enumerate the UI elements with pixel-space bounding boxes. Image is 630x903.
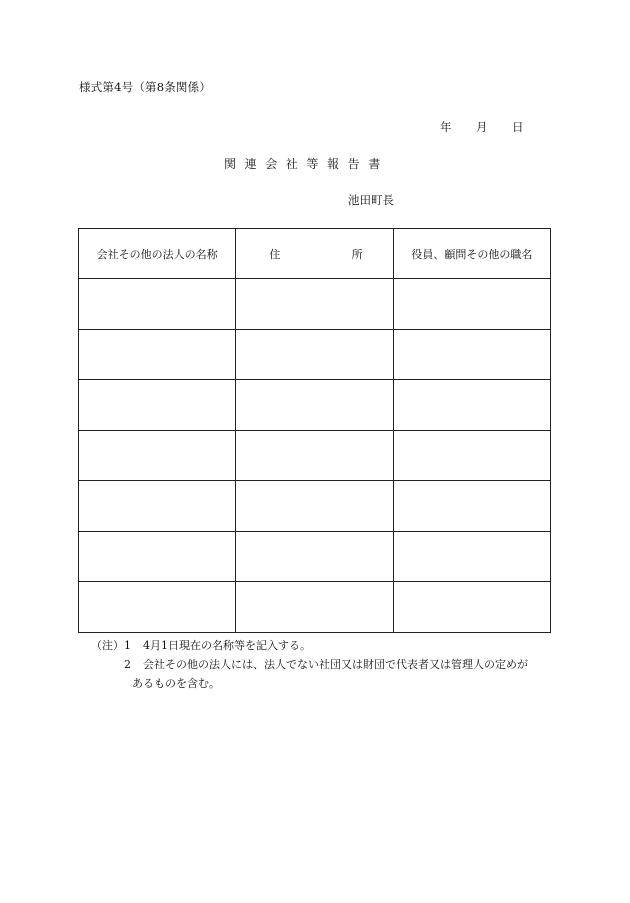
note-number: 1 [124,639,131,652]
cell-company-name[interactable] [79,481,236,532]
cell-role[interactable] [393,430,550,481]
cell-company-name[interactable] [79,329,236,380]
table-row [79,430,551,481]
cell-role[interactable] [393,481,550,532]
table-header-row [79,229,551,279]
cell-role[interactable] [393,582,550,633]
header-company-name: 会社その他の法人の名称 [79,229,236,279]
cell-role[interactable] [393,329,550,380]
cell-company-name[interactable] [79,582,236,633]
cell-address[interactable] [236,329,393,380]
cell-address[interactable] [236,430,393,481]
cell-company-name[interactable] [79,430,236,481]
cell-address[interactable] [236,531,393,582]
cell-address[interactable] [236,380,393,431]
cell-address[interactable] [236,279,393,330]
cell-role[interactable] [393,531,550,582]
cell-company-name[interactable] [79,279,236,330]
table-row [79,329,551,380]
cell-company-name[interactable] [79,380,236,431]
cell-role[interactable] [393,380,550,431]
table-row [79,582,551,633]
cell-role[interactable] [393,279,550,330]
report-table [78,228,551,633]
header-role: 役員、顧問その他の職名 [393,229,550,279]
form-number: 様式第4号（第8条関係） [79,80,212,94]
table-row [79,380,551,431]
table-row [79,481,551,532]
document-title: 関連会社等報告書 [224,157,389,171]
cell-address[interactable] [236,481,393,532]
cell-company-name[interactable] [79,531,236,582]
table-row [79,279,551,330]
notes-section [91,636,528,693]
date-year-label: 年 [440,120,452,134]
notes-label: （注） [91,639,124,652]
table-body [79,279,551,633]
note-item-1 [91,636,528,655]
header-address-right: 所 [351,247,363,261]
note-text: 4月1日現在の名称等を記入する。 [143,639,311,652]
date-month-label: 月 [476,120,488,134]
cell-address[interactable] [236,582,393,633]
note-text: 会社その他の法人には、法人でない社団又は財団で代表者又は管理人の定めが [143,658,528,671]
addressee: 池田町長 [348,193,394,207]
date-day-label: 日 [512,120,524,134]
note-item-2-continuation: あるものを含む。 [132,677,220,690]
date-line [440,119,524,135]
note-number: 2 [124,658,131,671]
header-address-left: 住 [269,247,281,261]
table-row [79,531,551,582]
header-address [236,229,393,279]
note-item-2 [91,655,528,674]
